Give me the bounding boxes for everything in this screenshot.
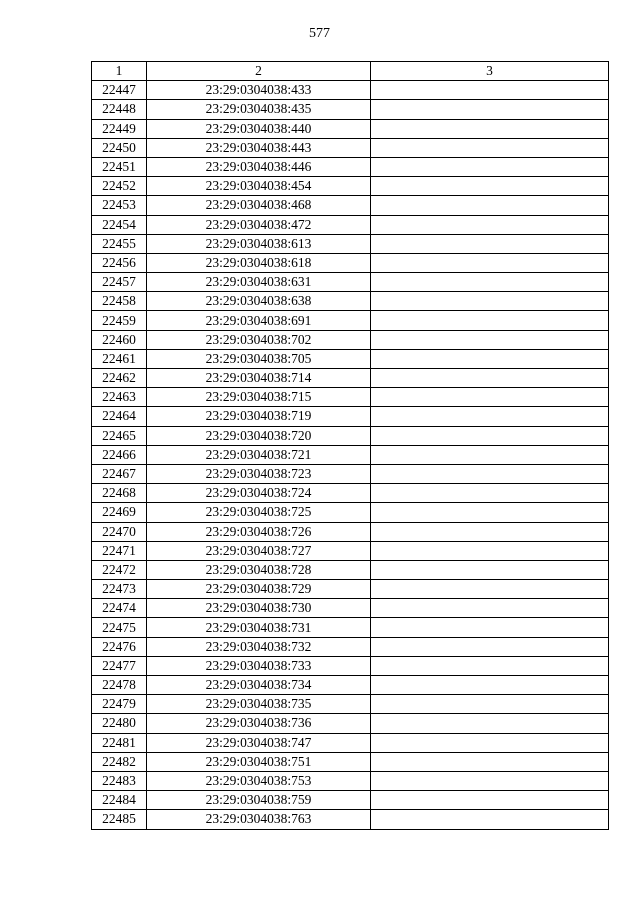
note-cell bbox=[371, 292, 609, 311]
note-cell bbox=[371, 618, 609, 637]
cadastral-number-cell: 23:29:0304038:759 bbox=[147, 791, 371, 810]
table-row bbox=[92, 330, 609, 349]
table-header bbox=[92, 62, 609, 81]
cadastral-number-cell: 23:29:0304038:763 bbox=[147, 810, 371, 829]
note-cell bbox=[371, 791, 609, 810]
note-cell bbox=[371, 177, 609, 196]
cadastral-number-cell: 23:29:0304038:613 bbox=[147, 234, 371, 253]
table-row bbox=[92, 196, 609, 215]
note-cell bbox=[371, 330, 609, 349]
cadastral-number-cell: 23:29:0304038:723 bbox=[147, 464, 371, 483]
table-row bbox=[92, 637, 609, 656]
note-cell bbox=[371, 695, 609, 714]
cadastral-number-cell: 23:29:0304038:705 bbox=[147, 349, 371, 368]
row-number-cell: 22479 bbox=[92, 695, 147, 714]
row-number-cell: 22459 bbox=[92, 311, 147, 330]
table-row bbox=[92, 599, 609, 618]
note-cell bbox=[371, 81, 609, 100]
row-number-cell: 22475 bbox=[92, 618, 147, 637]
row-number-cell: 22460 bbox=[92, 330, 147, 349]
cadastral-number-cell: 23:29:0304038:725 bbox=[147, 503, 371, 522]
cadastral-number-cell: 23:29:0304038:753 bbox=[147, 771, 371, 790]
header-row bbox=[92, 62, 609, 81]
note-cell bbox=[371, 311, 609, 330]
row-number-cell: 22465 bbox=[92, 426, 147, 445]
table-row bbox=[92, 695, 609, 714]
cadastral-number-cell: 23:29:0304038:720 bbox=[147, 426, 371, 445]
cadastral-number-cell: 23:29:0304038:727 bbox=[147, 541, 371, 560]
cadastral-number-cell: 23:29:0304038:736 bbox=[147, 714, 371, 733]
table-row bbox=[92, 369, 609, 388]
table-row bbox=[92, 771, 609, 790]
row-number-cell: 22474 bbox=[92, 599, 147, 618]
cadastral-number-cell: 23:29:0304038:631 bbox=[147, 273, 371, 292]
note-cell bbox=[371, 560, 609, 579]
table-row bbox=[92, 292, 609, 311]
table-row bbox=[92, 464, 609, 483]
cadastral-number-cell: 23:29:0304038:735 bbox=[147, 695, 371, 714]
row-number-cell: 22481 bbox=[92, 733, 147, 752]
note-cell bbox=[371, 369, 609, 388]
cadastral-number-cell: 23:29:0304038:733 bbox=[147, 656, 371, 675]
row-number-cell: 22453 bbox=[92, 196, 147, 215]
cadastral-number-cell: 23:29:0304038:731 bbox=[147, 618, 371, 637]
cadastral-number-cell: 23:29:0304038:440 bbox=[147, 119, 371, 138]
table-row bbox=[92, 752, 609, 771]
note-cell bbox=[371, 119, 609, 138]
table-row bbox=[92, 426, 609, 445]
row-number-cell: 22449 bbox=[92, 119, 147, 138]
note-cell bbox=[371, 541, 609, 560]
note-cell bbox=[371, 445, 609, 464]
table-row bbox=[92, 503, 609, 522]
table-row bbox=[92, 618, 609, 637]
table-row bbox=[92, 215, 609, 234]
cadastral-number-cell: 23:29:0304038:618 bbox=[147, 253, 371, 272]
note-cell bbox=[371, 215, 609, 234]
table-row bbox=[92, 676, 609, 695]
note-cell bbox=[371, 253, 609, 272]
cadastral-number-cell: 23:29:0304038:468 bbox=[147, 196, 371, 215]
row-number-cell: 22466 bbox=[92, 445, 147, 464]
note-cell bbox=[371, 426, 609, 445]
row-number-cell: 22471 bbox=[92, 541, 147, 560]
row-number-cell: 22458 bbox=[92, 292, 147, 311]
page-number: 577 bbox=[309, 26, 330, 41]
note-cell bbox=[371, 100, 609, 119]
table-row bbox=[92, 273, 609, 292]
row-number-cell: 22452 bbox=[92, 177, 147, 196]
table-row bbox=[92, 100, 609, 119]
table-row bbox=[92, 656, 609, 675]
cadastral-number-cell: 23:29:0304038:724 bbox=[147, 484, 371, 503]
cadastral-number-cell: 23:29:0304038:702 bbox=[147, 330, 371, 349]
row-number-cell: 22467 bbox=[92, 464, 147, 483]
table-row bbox=[92, 81, 609, 100]
note-cell bbox=[371, 637, 609, 656]
note-cell bbox=[371, 599, 609, 618]
cadastral-number-cell: 23:29:0304038:443 bbox=[147, 138, 371, 157]
cadastral-number-cell: 23:29:0304038:729 bbox=[147, 580, 371, 599]
table-row bbox=[92, 234, 609, 253]
table-row bbox=[92, 560, 609, 579]
row-number-cell: 22470 bbox=[92, 522, 147, 541]
table-row bbox=[92, 580, 609, 599]
table-row bbox=[92, 484, 609, 503]
table-row bbox=[92, 522, 609, 541]
note-cell bbox=[371, 388, 609, 407]
note-cell bbox=[371, 484, 609, 503]
row-number-cell: 22457 bbox=[92, 273, 147, 292]
table-row bbox=[92, 138, 609, 157]
note-cell bbox=[371, 771, 609, 790]
cadastral-number-cell: 23:29:0304038:732 bbox=[147, 637, 371, 656]
note-cell bbox=[371, 714, 609, 733]
cadastral-number-cell: 23:29:0304038:691 bbox=[147, 311, 371, 330]
table-row bbox=[92, 349, 609, 368]
row-number-cell: 22456 bbox=[92, 253, 147, 272]
note-cell bbox=[371, 733, 609, 752]
table-body bbox=[92, 81, 609, 829]
table-row bbox=[92, 311, 609, 330]
cadastral-number-cell: 23:29:0304038:472 bbox=[147, 215, 371, 234]
cadastral-number-cell: 23:29:0304038:715 bbox=[147, 388, 371, 407]
cadastral-number-cell: 23:29:0304038:446 bbox=[147, 157, 371, 176]
table-row bbox=[92, 388, 609, 407]
row-number-cell: 22454 bbox=[92, 215, 147, 234]
row-number-cell: 22448 bbox=[92, 100, 147, 119]
note-cell bbox=[371, 522, 609, 541]
row-number-cell: 22463 bbox=[92, 388, 147, 407]
row-number-cell: 22483 bbox=[92, 771, 147, 790]
row-number-cell: 22462 bbox=[92, 369, 147, 388]
note-cell bbox=[371, 752, 609, 771]
table-row bbox=[92, 541, 609, 560]
note-cell bbox=[371, 196, 609, 215]
table-row bbox=[92, 445, 609, 464]
cadastral-number-cell: 23:29:0304038:454 bbox=[147, 177, 371, 196]
cadastral-number-cell: 23:29:0304038:751 bbox=[147, 752, 371, 771]
table-row bbox=[92, 119, 609, 138]
row-number-cell: 22469 bbox=[92, 503, 147, 522]
row-number-cell: 22472 bbox=[92, 560, 147, 579]
row-number-cell: 22450 bbox=[92, 138, 147, 157]
cadastral-number-cell: 23:29:0304038:435 bbox=[147, 100, 371, 119]
cadastral-number-cell: 23:29:0304038:721 bbox=[147, 445, 371, 464]
note-cell bbox=[371, 676, 609, 695]
row-number-cell: 22461 bbox=[92, 349, 147, 368]
row-number-cell: 22480 bbox=[92, 714, 147, 733]
row-number-cell: 22485 bbox=[92, 810, 147, 829]
table-row bbox=[92, 253, 609, 272]
table-row bbox=[92, 791, 609, 810]
column-header-2: 2 bbox=[147, 62, 371, 81]
cadastral-number-cell: 23:29:0304038:638 bbox=[147, 292, 371, 311]
cadastral-number-cell: 23:29:0304038:433 bbox=[147, 81, 371, 100]
cadastral-number-cell: 23:29:0304038:734 bbox=[147, 676, 371, 695]
table-row bbox=[92, 810, 609, 829]
cadastral-number-cell: 23:29:0304038:714 bbox=[147, 369, 371, 388]
table-row bbox=[92, 407, 609, 426]
cadastral-number-cell: 23:29:0304038:728 bbox=[147, 560, 371, 579]
cadastral-number-cell: 23:29:0304038:730 bbox=[147, 599, 371, 618]
note-cell bbox=[371, 580, 609, 599]
note-cell bbox=[371, 138, 609, 157]
row-number-cell: 22484 bbox=[92, 791, 147, 810]
note-cell bbox=[371, 349, 609, 368]
note-cell bbox=[371, 464, 609, 483]
note-cell bbox=[371, 407, 609, 426]
note-cell bbox=[371, 656, 609, 675]
cadastral-number-cell: 23:29:0304038:726 bbox=[147, 522, 371, 541]
column-header-1: 1 bbox=[92, 62, 147, 81]
row-number-cell: 22447 bbox=[92, 81, 147, 100]
registry-table bbox=[91, 61, 609, 830]
row-number-cell: 22455 bbox=[92, 234, 147, 253]
table-row bbox=[92, 733, 609, 752]
row-number-cell: 22451 bbox=[92, 157, 147, 176]
row-number-cell: 22464 bbox=[92, 407, 147, 426]
note-cell bbox=[371, 234, 609, 253]
note-cell bbox=[371, 273, 609, 292]
row-number-cell: 22477 bbox=[92, 656, 147, 675]
row-number-cell: 22476 bbox=[92, 637, 147, 656]
row-number-cell: 22473 bbox=[92, 580, 147, 599]
note-cell bbox=[371, 503, 609, 522]
row-number-cell: 22482 bbox=[92, 752, 147, 771]
row-number-cell: 22478 bbox=[92, 676, 147, 695]
column-header-3: 3 bbox=[371, 62, 609, 81]
table-row bbox=[92, 714, 609, 733]
row-number-cell: 22468 bbox=[92, 484, 147, 503]
table-row bbox=[92, 157, 609, 176]
note-cell bbox=[371, 810, 609, 829]
cadastral-number-cell: 23:29:0304038:719 bbox=[147, 407, 371, 426]
note-cell bbox=[371, 157, 609, 176]
table-row bbox=[92, 177, 609, 196]
cadastral-number-cell: 23:29:0304038:747 bbox=[147, 733, 371, 752]
